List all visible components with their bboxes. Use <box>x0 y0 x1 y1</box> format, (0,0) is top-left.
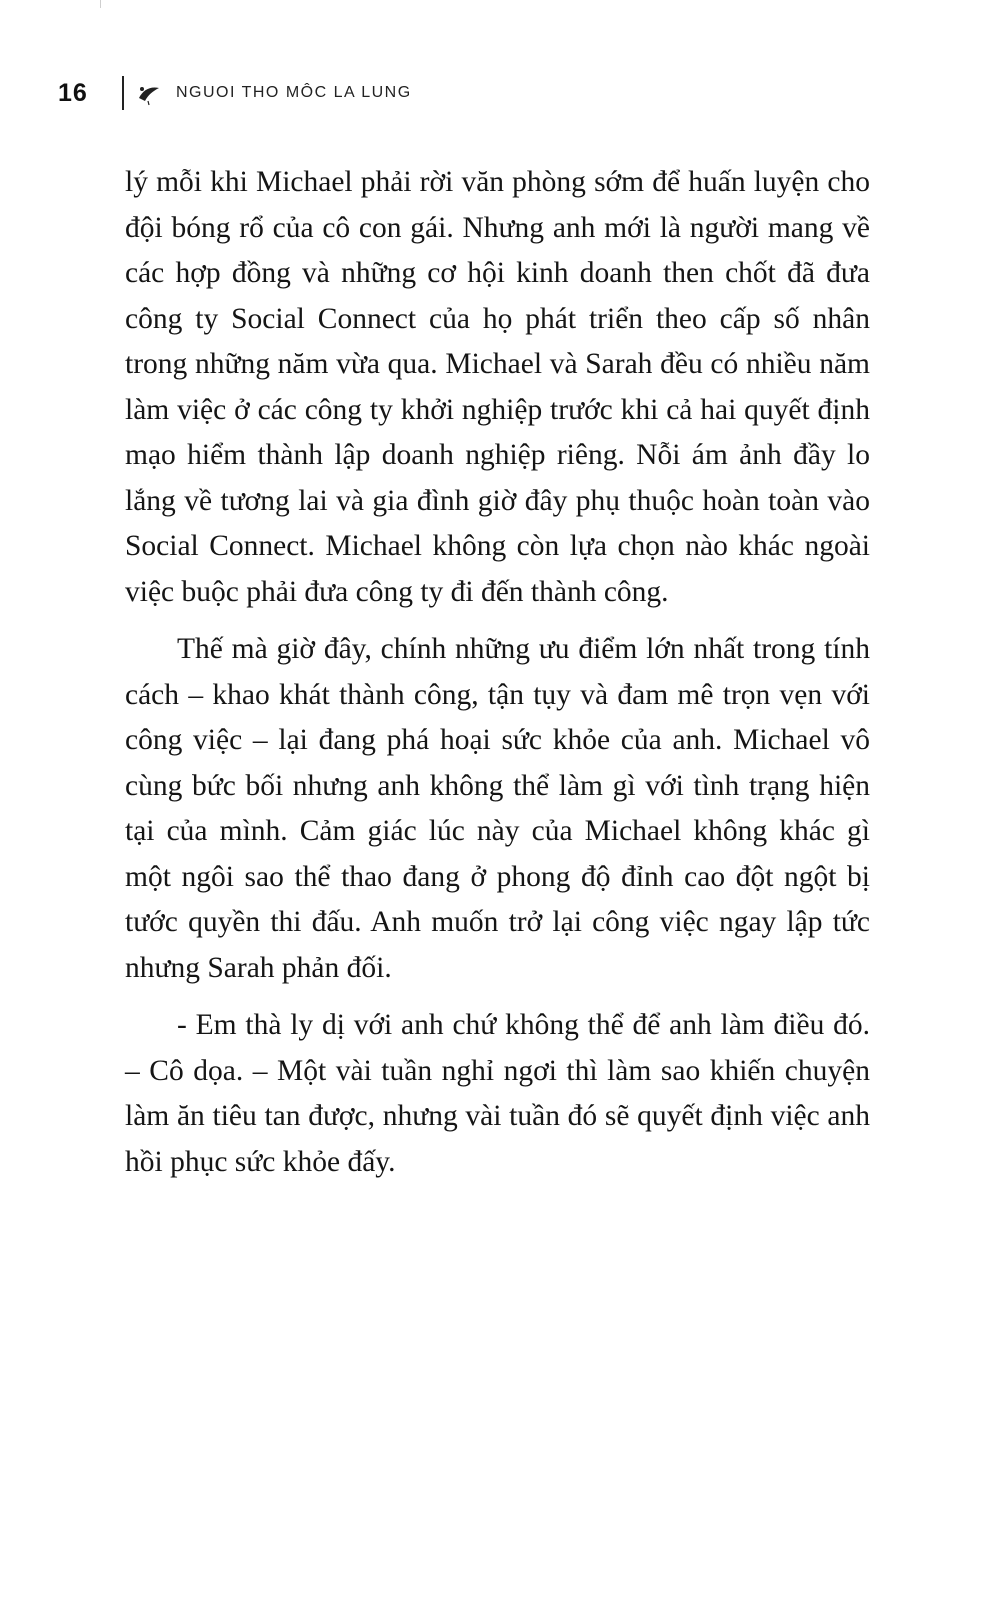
paragraph-3: - Em thà ly dị với anh chứ không thể để anh làm điều đó. – Cô dọa. – Một vài tuần nghỉ ngơi thì làm sao khiến chuyện làm ăn tiêu tan được, nhưng vài tuần đó sẽ quyết định việc anh hồi phục sức khỏe đấy. <box>125 1009 870 1178</box>
decorative-leaf-icon <box>136 80 162 106</box>
running-title: NGUOI THO MÔC LA LUNG <box>176 84 412 101</box>
page-number: 16 <box>58 78 88 107</box>
header-divider <box>122 76 124 110</box>
paragraph-1: lý mỗi khi Michael phải rời văn phòng sớm để huấn luyện cho đội bóng rổ của cô con gái. Nhưng anh mới là người mang về các hợp đồng và những cơ hội kinh doanh then chốt đã đưa công ty Social Connect của họ phát triển theo cấp số nhân trong những năm vừa qua. Michael và Sarah đều có nhiều năm làm việc ở các công ty khởi nghiệp trước khi cả hai quyết định mạo hiểm thành lập doanh nghiệp riêng. Nỗi ám ảnh đầy lo lắng về tương lai và gia đình giờ đây phụ thuộc hoàn toàn vào Social Connect. Michael không còn lựa chọn nào khác ngoài việc buộc phải đưa công ty đi đến thành công. <box>125 166 870 608</box>
page-header <box>58 76 412 110</box>
scan-mark <box>100 0 101 8</box>
paragraph-2: Thế mà giờ đây, chính những ưu điểm lớn nhất trong tính cách – khao khát thành công, tận tụy và đam mê trọn vẹn với công việc – lại đang phá hoại sức khỏe của anh. Michael vô cùng bức bối nhưng anh không thể làm gì với tình trạng hiện tại của mình. Cảm giác lúc này của Michael không khác gì một ngôi sao thể thao đang ở phong độ đỉnh cao đột ngột bị tước quyền thi đấu. Anh muốn trở lại công việc ngay lập tức nhưng Sarah phản đối. <box>125 633 870 984</box>
body-text <box>125 160 870 1197</box>
